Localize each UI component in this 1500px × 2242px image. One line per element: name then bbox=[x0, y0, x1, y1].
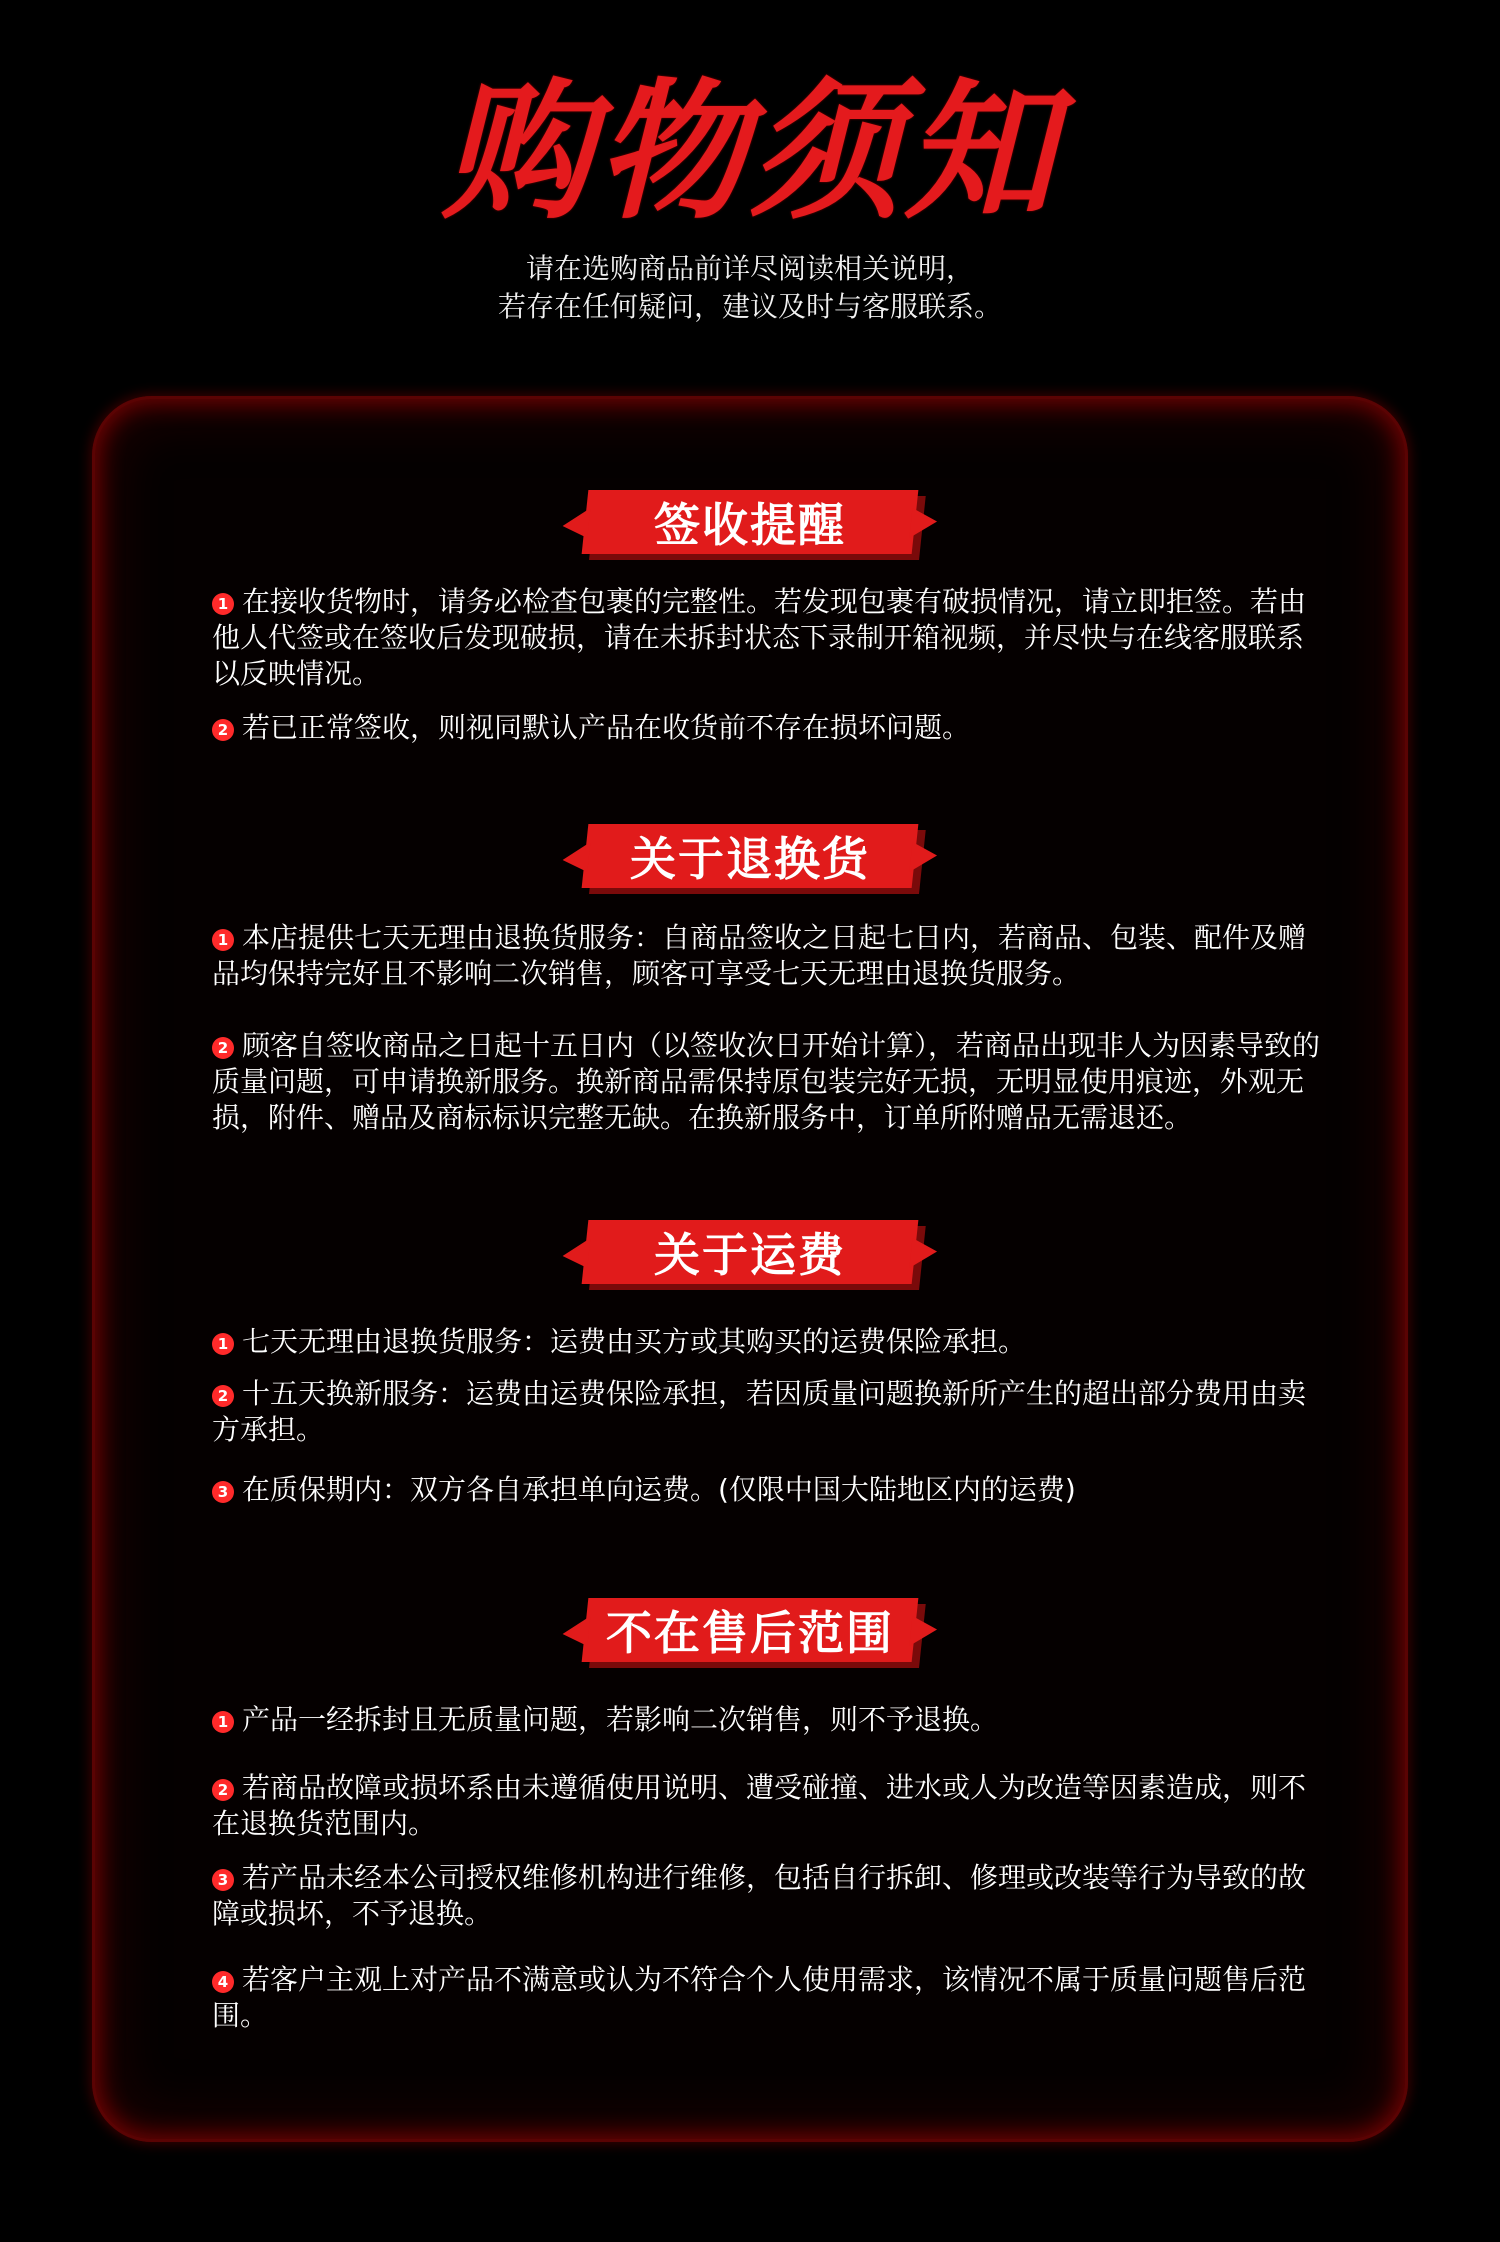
number-badge: 2 bbox=[212, 1779, 234, 1801]
section-header-sign bbox=[582, 490, 919, 554]
item-text: 在质保期内：双方各自承担单向运费。(仅限中国大陆地区内的运费) bbox=[242, 1473, 1076, 1506]
subtitle-line: 请在选购商品前详尽阅读相关说明， bbox=[525, 252, 974, 285]
subtitle bbox=[0, 250, 1500, 326]
section-header-exclusions bbox=[582, 1598, 919, 1662]
number-badge: 1 bbox=[212, 1711, 234, 1733]
section-title: 签收提醒 bbox=[654, 498, 846, 552]
item-text: 顾客自签收商品之日起十五日内（以签收次日开始计算），若商品出现非人为因素导致的质量问题，可申请换新服务。换新商品需保持原包装完好无损，无明显使用痕迹，外观无损，附件、赠品及商标标识完整无缺。在换新服务中，订单所附赠品无需退还。 bbox=[212, 1029, 1321, 1134]
list-item bbox=[212, 1028, 1322, 1136]
list-item bbox=[212, 1860, 1322, 1932]
number-badge: 2 bbox=[212, 1385, 234, 1407]
item-text: 若已正常签收，则视同默认产品在收货前不存在损坏问题。 bbox=[242, 711, 971, 744]
list-item bbox=[212, 710, 1322, 746]
number-badge: 2 bbox=[212, 1037, 234, 1059]
list-item bbox=[212, 1472, 1322, 1508]
number-badge: 1 bbox=[212, 929, 234, 951]
number-badge: 1 bbox=[212, 1333, 234, 1355]
list-item bbox=[212, 920, 1322, 992]
section-title: 关于运费 bbox=[654, 1228, 846, 1282]
list-item bbox=[212, 584, 1322, 692]
item-text: 十五天换新服务：运费由运费保险承担，若因质量问题换新所产生的超出部分费用由卖方承担。 bbox=[212, 1377, 1307, 1446]
section-title: 不在售后范围 bbox=[606, 1606, 894, 1660]
number-badge: 3 bbox=[212, 1481, 234, 1503]
item-text: 在接收货物时，请务必检查包裹的完整性。若发现包裹有破损情况，请立即拒签。若由他人代签或在签收后发现破损，请在未拆封状态下录制开箱视频，并尽快与在线客服联系以反映情况。 bbox=[212, 585, 1307, 690]
number-badge: 1 bbox=[212, 593, 234, 615]
item-text: 七天无理由退换货服务：运费由买方或其购买的运费保险承担。 bbox=[242, 1325, 1027, 1358]
list-item bbox=[212, 1324, 1322, 1360]
section-header-shipping bbox=[582, 1220, 919, 1284]
section-header-returns bbox=[582, 824, 919, 888]
item-text: 若产品未经本公司授权维修机构进行维修，包括自行拆卸、修理或改装等行为导致的故障或损坏，不予退换。 bbox=[212, 1861, 1307, 1930]
item-text: 若商品故障或损坏系由未遵循使用说明、遭受碰撞、进水或人为改造等因素造成，则不在退换货范围内。 bbox=[212, 1771, 1307, 1840]
item-text: 本店提供七天无理由退换货服务：自商品签收之日起七日内，若商品、包装、配件及赠品均保持完好且不影响二次销售，顾客可享受七天无理由退换货服务。 bbox=[212, 921, 1307, 990]
number-badge: 3 bbox=[212, 1869, 234, 1891]
subtitle-line: 若存在任何疑问，建议及时与客服联系。 bbox=[497, 290, 1002, 323]
section-title: 关于退换货 bbox=[630, 832, 870, 886]
item-text: 产品一经拆封且无质量问题，若影响二次销售，则不予退换。 bbox=[242, 1703, 999, 1736]
list-item bbox=[212, 1962, 1322, 2034]
list-item bbox=[212, 1376, 1322, 1448]
item-text: 若客户主观上对产品不满意或认为不符合个人使用需求，该情况不属于质量问题售后范围。 bbox=[212, 1963, 1307, 2032]
number-badge: 2 bbox=[212, 719, 234, 741]
number-badge: 4 bbox=[212, 1971, 234, 1993]
list-item bbox=[212, 1770, 1322, 1842]
list-item bbox=[212, 1702, 1322, 1738]
page-title: 购物须知 bbox=[441, 66, 1058, 240]
